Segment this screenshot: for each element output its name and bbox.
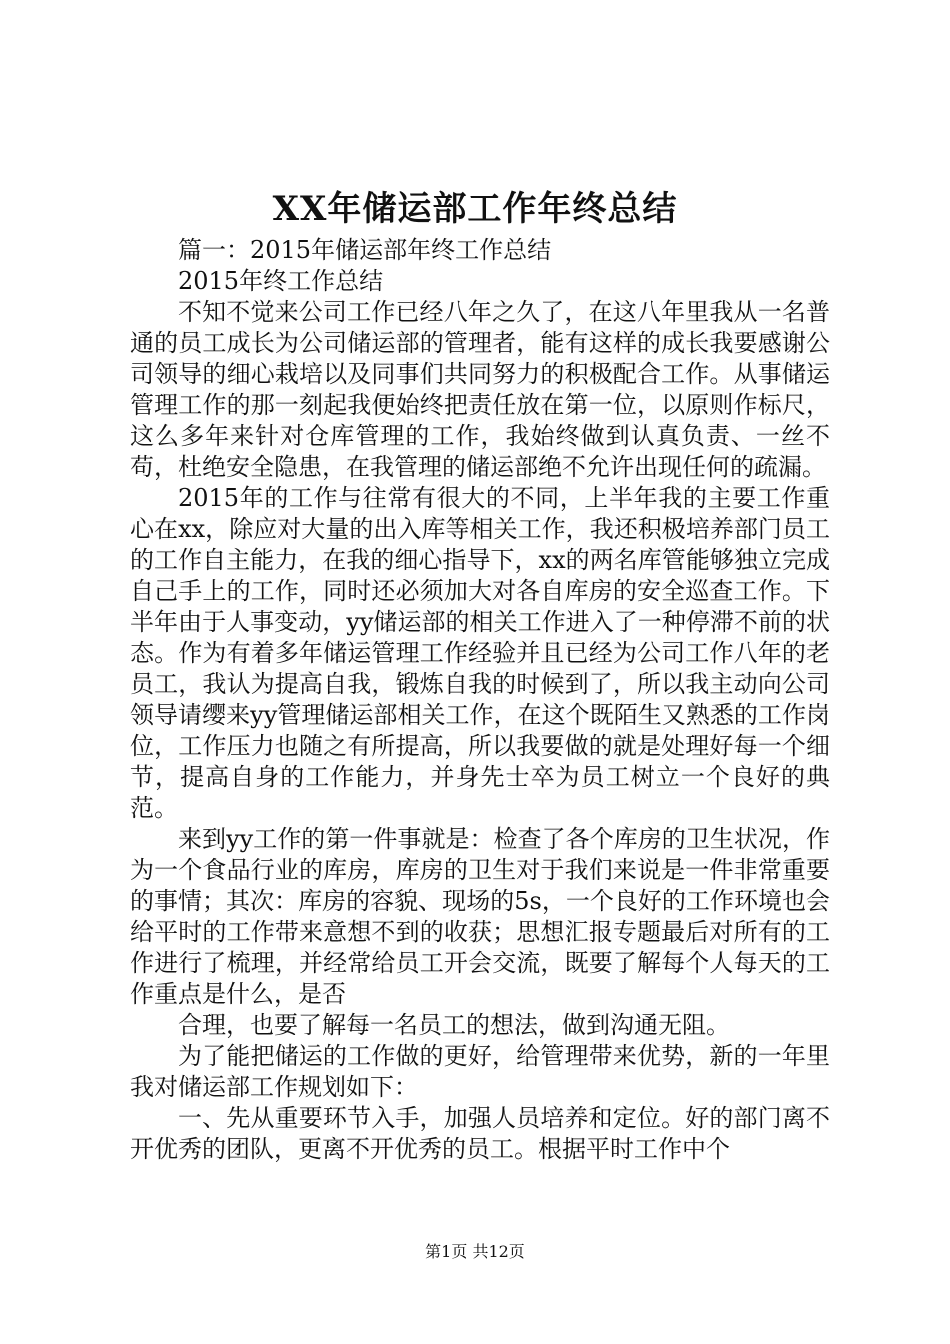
body-paragraph: 2015年的工作与往常有很大的不同，上半年我的主要工作重心在xx，除应对大量的出入库等相关工作，我还积极培养部门员工的工作自主能力，在我的细心指导下，xx的两名库管能够独立完成自己手上的工作，同时还必须加大对各自库房的安全巡查工作。下半年由于人事变动，yy储运部的相关工作进入了一种停滞不前的状态。作为有着多年储运管理工作经验并且已经为公司工作八年的老员工，我认为提高自我，锻炼自我的时候到了，所以我主动向公司领导请缨来yy管理储运部相关工作，在这个既陌生又熟悉的工作岗位，工作压力也随之有所提高，所以我要做的就是处理好每一个细节，提高自身的工作能力，并身先士卒为员工树立一个良好的典范。 [130,484,830,822]
page-number-footer: 第1页 共12页 [425,1242,525,1261]
body-paragraph: 不知不觉来公司工作已经八年之久了，在这八年里我从一名普通的员工成长为公司储运部的管理者，能有这样的成长我要感谢公司领导的细心栽培以及同事们共同努力的积极配合工作。从事储运管理工作的那一刻起我便始终把责任放在第一位，以原则作标尺，这么多年来针对仓库管理的工作，我始终做到认真负责、一丝不苟，杜绝安全隐患，在我管理的储运部绝不允许出现任何的疏漏。 [130,298,830,481]
body-paragraph: 来到yy工作的第一件事就是：检查了各个库房的卫生状况，作为一个食品行业的库房，库房的卫生对于我们来说是一件非常重要的事情；其次：库房的容貌、现场的5s，一个良好的工作环境也会给平时的工作带来意想不到的收获；思想汇报专题最后对所有的工作进行了梳理，并经常给员工开会交流，既要了解每个人每天的工作重点是什么，是否 [130,825,830,1008]
body-paragraph: 合理，也要了解每一名员工的想法，做到沟通无阻。 [178,1011,730,1039]
document-body [130,235,830,1165]
body-paragraph: 为了能把储运的工作做的更好，给管理带来优势，新的一年里我对储运部工作规划如下： [130,1042,830,1101]
subheading: 2015年终工作总结 [178,267,384,295]
document-title: XX年储运部工作年终总结 [272,189,678,229]
body-paragraph: 一、先从重要环节入手，加强人员培养和定位。好的部门离不开优秀的团队，更离不开优秀的员工。根据平时工作中个 [130,1104,830,1163]
section-heading: 篇一：2015年储运部年终工作总结 [178,236,552,264]
